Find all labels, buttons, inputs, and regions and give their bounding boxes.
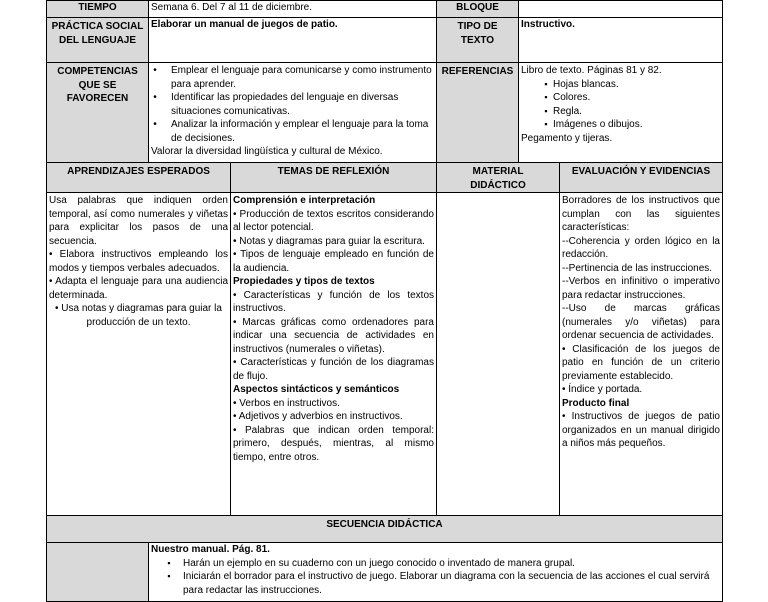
evaluacion-item: • Índice y portada.: [562, 384, 643, 395]
tema-item: • Notas y diagramas para guiar la escritura.: [233, 235, 425, 247]
tipo-texto-label: TIPO DE TEXTO: [457, 21, 498, 46]
practica-value: Elaborar un manual de juegos de patio.: [151, 19, 338, 30]
tiempo-label: TIEMPO: [78, 2, 117, 13]
temas-header: TEMAS DE REFLEXIÓN: [230, 162, 437, 193]
list-item: • Emplear el lenguaje para comunicarse y como instrumento para aprender.: [151, 64, 434, 91]
temas-heading: Comprensión e interpretación: [233, 195, 376, 206]
tiempo-value-cell: [148, 0, 437, 18]
aprendizaje-item: • Adapta el lenguaje para una audiencia determinada.: [49, 276, 228, 301]
evaluacion-item: • Clasificación de los juegos de patio en función de un criterio previamente establecido.: [562, 343, 720, 382]
competencias-label: COMPETENCIAS QUE SE FAVORECEN: [57, 66, 138, 104]
referencias-label-cell: [436, 62, 519, 163]
competencias-list: [151, 64, 434, 145]
secuencia-title: Nuestro manual. Pág. 81.: [151, 544, 270, 555]
evaluacion-item: --Verbos en infinitivo o imperativo para redactar instrucciones.: [562, 276, 720, 301]
evaluacion-item: --Uso de marcas gráficas (numerales y/o viñetas) para ordenar secuencia de actividades.: [562, 303, 720, 341]
tema-item: • Palabras que indican orden temporal: primero, después, mientras, al mismo tiempo, entre otros.: [233, 424, 434, 463]
referencias-label: REFERENCIAS: [441, 66, 514, 77]
evaluacion-item: --Coherencia y orden lógico en la redacción.: [562, 235, 720, 260]
practica-label: PRÁCTICA SOCIAL DEL LENGUAJE: [51, 21, 144, 46]
temas-heading: Aspectos sintácticos y semánticos: [233, 384, 400, 395]
referencias-list: [521, 78, 720, 132]
practica-value-cell: [148, 17, 437, 63]
aprendizaje-item: • Usa notas y diagramas para guiar la producción de un texto.: [55, 303, 222, 328]
referencias-cell: [518, 62, 723, 163]
list-item: • Analizar la información y emplear el lenguaje para la toma de decisiones.: [151, 118, 434, 145]
material-header: MATERIAL DIDÁCTICO: [436, 162, 560, 193]
tema-item: • Características y función de los diagramas de flujo.: [233, 357, 434, 382]
list-item: • Identificar las propiedades del lenguaje en diversas situaciones comunicativas.: [151, 91, 434, 118]
material-cell: [436, 192, 560, 516]
tema-item: • Producción de textos escritos considerando al lector potencial.: [233, 208, 434, 233]
evaluacion-item: • Instructivos de juegos de patio organizados en un manual dirigido a niños más pequeños.: [562, 411, 720, 449]
temas-heading: Propiedades y tipos de textos: [233, 276, 375, 287]
list-item: ▪ Harán un ejemplo en su cuaderno con un juego conocido o inventado de manera grupal.: [169, 557, 720, 571]
tiempo-value: Semana 6. Del 7 al 11 de diciembre.: [151, 2, 313, 13]
list-item: ▪ Hojas blancas.: [539, 78, 720, 92]
list-item: ▪ Imágenes o dibujos.: [539, 118, 720, 132]
evaluacion-header: EVALUACIÓN Y EVIDENCIAS: [559, 162, 723, 193]
secuencia-list: [151, 557, 720, 598]
bloque-label: BLOQUE: [456, 2, 499, 13]
secuencia-header: SECUENCIA DIDÁCTICA: [46, 515, 723, 543]
practica-label-cell: [46, 17, 149, 63]
aprendizajes-cell: [46, 192, 231, 516]
secuencia-content-cell: [148, 542, 723, 602]
referencias-intro: Libro de texto. Páginas 81 y 82.: [521, 65, 662, 76]
evaluacion-item: Borradores de los instructivos que cumplan con las siguientes características:: [562, 195, 720, 233]
tiempo-label-cell: [46, 0, 149, 18]
bloque-value-cell: [518, 0, 723, 18]
aprendizaje-item: Usa palabras que indiquen orden temporal, así como numerales y viñetas para explicitar los pasos de una secuencia.: [49, 195, 228, 247]
evaluacion-item: --Pertinencia de las instrucciones.: [562, 262, 713, 274]
producto-final-heading: Producto final: [562, 397, 630, 409]
competencias-cell: [148, 62, 437, 163]
tema-item: • Características y función de los textos instructivos.: [233, 289, 434, 314]
aprendizajes-header: APRENDIZAJES ESPERADOS: [46, 162, 231, 193]
referencias-closing: Pegamento y tijeras.: [521, 132, 613, 144]
evaluacion-cell: [559, 192, 723, 516]
tema-item: • Adjetivos y adverbios en instructivos.: [233, 411, 403, 422]
list-item: ▪ Colores.: [539, 91, 720, 105]
secuencia-side-cell: [46, 542, 149, 602]
competencias-closing: Valorar la diversidad lingüística y cultural de México.: [151, 146, 383, 157]
aprendizaje-item: • Elabora instructivos empleando los modos y tiempos verbales adecuados.: [49, 249, 228, 274]
tema-item: • Tipos de lenguaje empleado en función de la audiencia.: [233, 249, 434, 274]
competencias-label-cell: [46, 62, 149, 163]
tipo-texto-value-cell: [518, 17, 723, 63]
temas-cell: [230, 192, 437, 516]
tipo-texto-value: Instructivo.: [521, 19, 575, 30]
tipo-texto-label-cell: [436, 17, 519, 63]
tema-item: • Marcas gráficas como ordenadores para indicar una secuencia de actividades en instructivos (numerales o viñetas).: [233, 316, 434, 355]
tema-item: • Verbos en instructivos.: [233, 397, 340, 409]
list-item: ▪ Regla.: [539, 105, 720, 119]
bloque-label-cell: [436, 0, 519, 18]
list-item: ▪ Iniciarán el borrador para el instructivo de juego. Elaborar un diagrama con la secuencia de las acciones el cual servirá para redactar las instrucciones.: [169, 570, 720, 597]
